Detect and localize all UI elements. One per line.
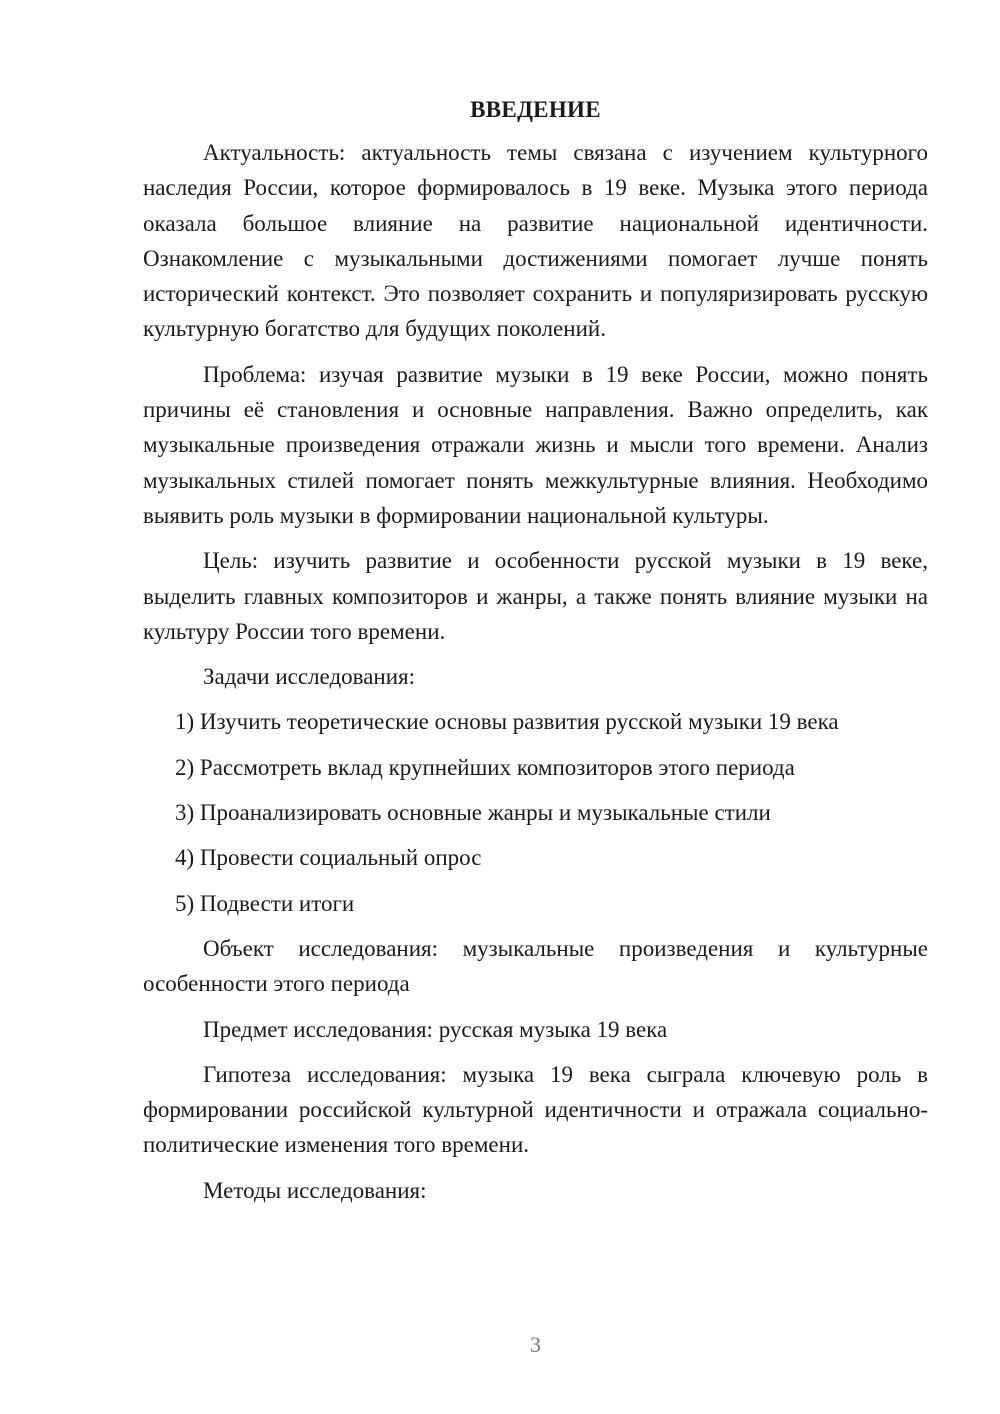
- paragraph-relevance: Актуальность: актуальность темы связана с изучением культурного наследия России, которое формировалось в 19 веке. Музыка этого периода оказала большое влияние на развитие национальной идентичности. Ознакомление с музыкальными достижениями помогает лучше понять исторический контекст. Это позволяет сохранить и популяризировать русскую культурную богатство для будущих поколений.: [143, 140, 928, 342]
- paragraph-subject: Предмет исследования: русская музыка 19 века: [203, 1016, 668, 1042]
- list-item: 4) Провести социальный опрос: [175, 845, 482, 871]
- tasks-list: [143, 704, 928, 920]
- page-number: 3: [530, 1332, 541, 1357]
- paragraph-goal: Цель: изучить развитие и особенности русской музыки в 19 веке, выделить главных композиторов и жанры, а также понять влияние музыки на культуру России того времени.: [143, 548, 928, 644]
- page-title: ВВЕДЕНИЕ: [470, 97, 601, 122]
- paragraph-hypothesis: Гипотеза исследования: музыка 19 века сыграла ключевую роль в формировании российской культурной идентичности и отражала социально-политические изменения того времени.: [143, 1061, 928, 1158]
- list-item: 5) Подвести итоги: [175, 890, 355, 916]
- page-content: [143, 92, 928, 1218]
- list-item: 2) Рассмотреть вклад крупнейших композиторов этого периода: [175, 754, 795, 780]
- paragraph-problem: Проблема: изучая развитие музыки в 19 веке России, можно понять причины её становления и основные направления. Важно определить, как музыкальные произведения отражали жизнь и мысли того времени. Анализ музыкальных стилей помогает понять межкультурные влияния. Необходимо выявить роль музыки в формировании национальной культуры.: [143, 361, 928, 528]
- tasks-heading: Задачи исследования:: [203, 664, 416, 690]
- paragraph-object: Объект исследования: музыкальные произведения и культурные особенности этого периода: [143, 935, 928, 997]
- list-item: 1) Изучить теоретические основы развития русской музыки 19 века: [175, 709, 839, 735]
- methods-heading: Методы исследования:: [203, 1177, 427, 1203]
- list-item: 3) Проанализировать основные жанры и музыкальные стили: [175, 800, 771, 826]
